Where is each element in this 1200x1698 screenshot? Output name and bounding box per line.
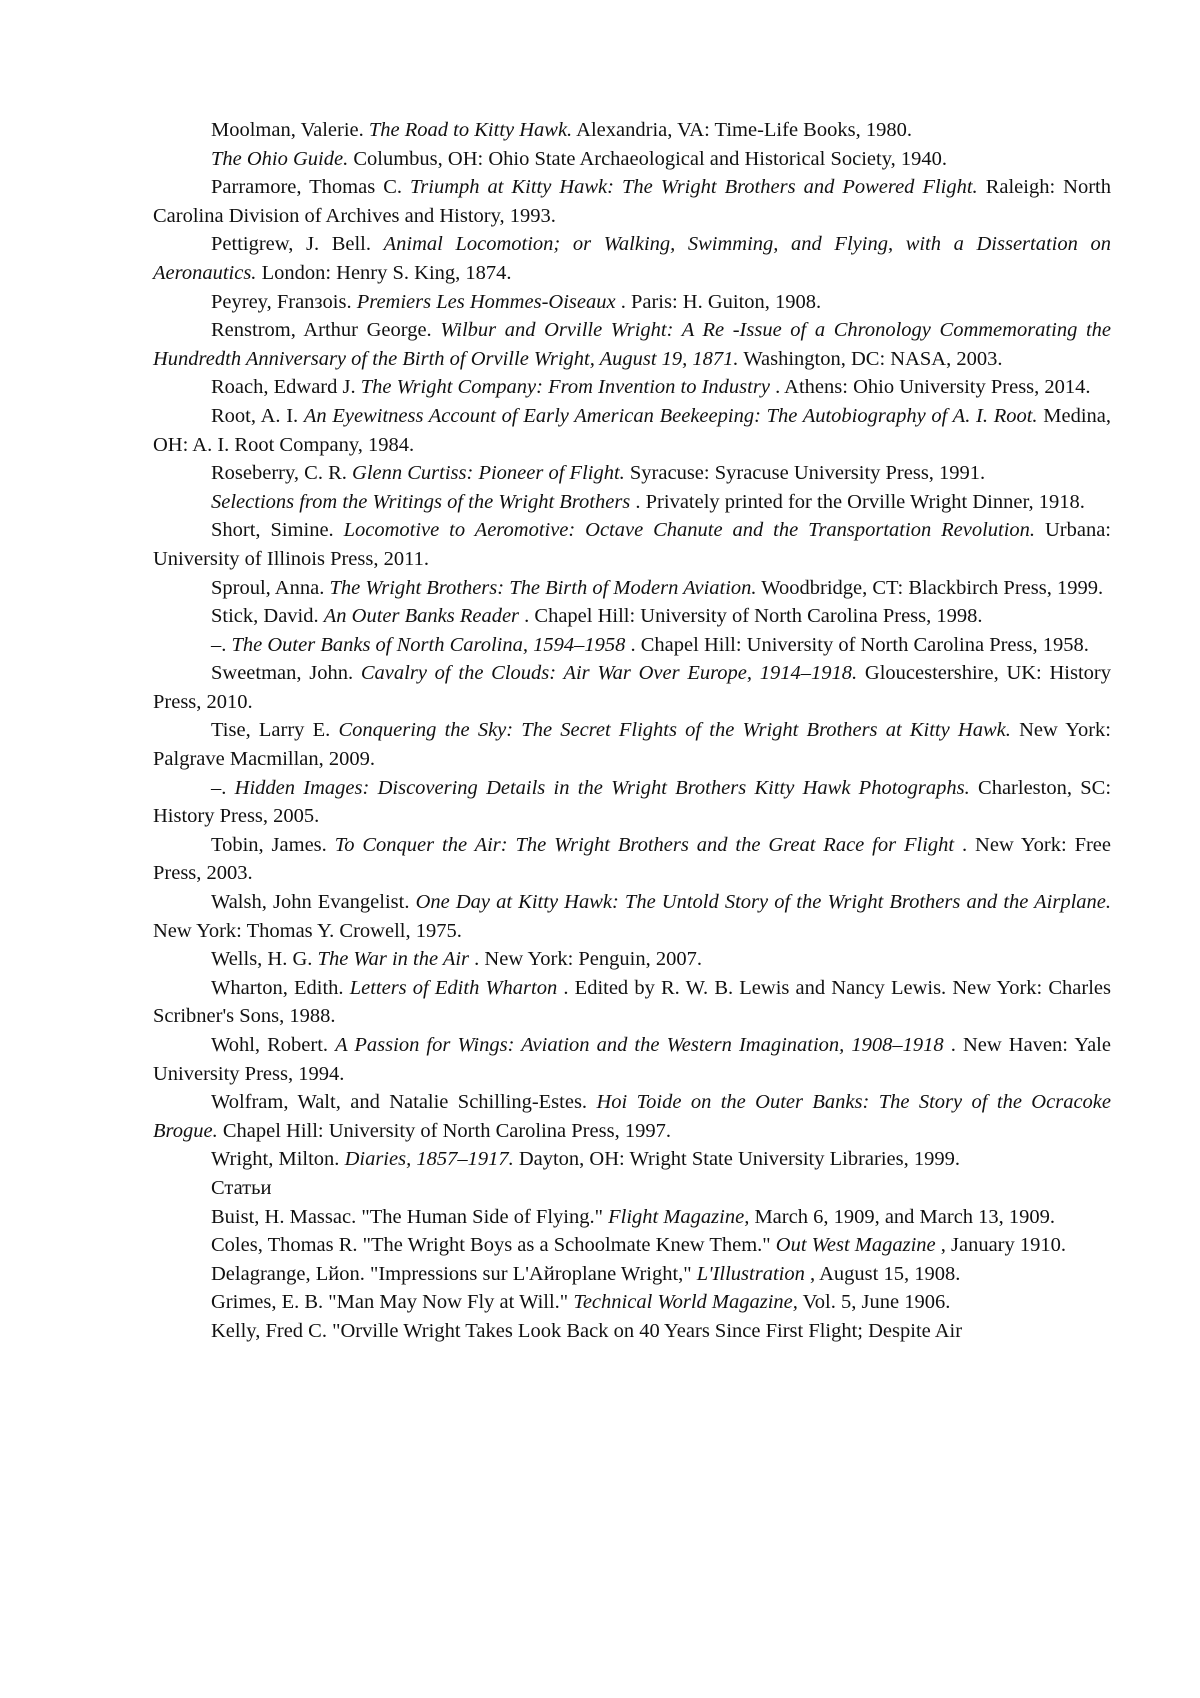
entry-author: Tise, Larry E.	[211, 719, 339, 742]
article-entry	[153, 1231, 1111, 1260]
entry-publication: . Paris: H. Guiton, 1908.	[615, 290, 822, 313]
entry-title: The Wright Company: From Invention to Industry	[360, 376, 770, 399]
entry-publication: . Privately printed for the Orville Wright Dinner, 1918.	[630, 490, 1085, 513]
entry-publication: Medina, OH: A. I. Root Company, 1984.	[153, 404, 1112, 456]
entry-author: Pettigrew, J. Bell.	[211, 233, 384, 256]
entry-publication: Vol. 5, June 1906.	[797, 1291, 951, 1314]
entry-author: –.	[211, 633, 232, 656]
entry-author: –.	[211, 776, 235, 799]
bibliography-entry	[153, 716, 1111, 773]
entry-publication: Chapel Hill: University of North Carolina Press, 1997.	[217, 1119, 671, 1142]
entry-title: The Road to Kitty Hawk.	[368, 119, 573, 141]
entry-title: Cavalry of the Clouds: Air War Over Europe, 1914–1918.	[360, 662, 858, 685]
entry-publication: London: Henry S. King, 1874.	[256, 261, 512, 284]
entry-title: Triumph at Kitty Hawk: The Wright Brothers and Powered Flight.	[410, 176, 978, 199]
entry-title: Letters of Edith Wharton	[349, 976, 558, 999]
article-entry	[153, 1203, 1111, 1232]
bibliography-entry	[153, 659, 1111, 716]
entry-title: An Outer Banks Reader	[323, 605, 520, 628]
bibliography-entry	[153, 1031, 1111, 1088]
entry-title: Animal Locomotion; or Walking, Swimming, and Flying, with a Dissertation on Aeronautics.	[153, 233, 1111, 284]
entry-author: Sweetman, John.	[211, 662, 361, 685]
entry-author: Parramore, Thomas C.	[211, 176, 410, 199]
bibliography-entry	[153, 1145, 1111, 1174]
bibliography-entry	[153, 116, 1111, 145]
bibliography-entry	[153, 488, 1111, 517]
bibliography-entry	[153, 945, 1111, 974]
entry-title: Technical World Magazine,	[573, 1291, 798, 1314]
bibliography-entry	[153, 574, 1111, 603]
entry-title: Hoi Toide on the Outer Banks: The Story of the Ocracoke Brogue.	[153, 1091, 1111, 1142]
bibliography-entry	[153, 288, 1111, 317]
bibliography-entry	[153, 631, 1111, 660]
entry-title: Locomotive to Aeromotive: Octave Chanute and the Transportation Revolution.	[343, 519, 1036, 542]
entry-title: The Outer Banks of North Carolina, 1594–1958	[231, 633, 626, 656]
entry-title: One Day at Kitty Hawk: The Untold Story of the Wright Brothers and the Airplane.	[415, 891, 1111, 914]
entry-publication: Charleston, SC: History Press, 2005.	[153, 776, 1112, 828]
entry-publication: Syracuse: Syracuse University Press, 1991.	[624, 462, 986, 485]
entry-publication: Woodbridge, CT: Blackbirch Press, 1999.	[756, 576, 1104, 599]
entry-author: Tobin, James.	[211, 833, 335, 856]
entry-title: Wilbur and Orville Wright: A Re -Issue of a Chronology Commemorating the Hundredth Anniversary of the Birth of Orville Wright, August 19, 1871.	[153, 319, 1111, 370]
entry-publication: . Chapel Hill: University of North Carolina Press, 1998.	[519, 605, 983, 628]
bibliography-entry	[153, 888, 1111, 945]
article-entry	[153, 1317, 1111, 1346]
bibliography-entry	[153, 145, 1111, 174]
entry-publication: , August 15, 1908.	[804, 1262, 961, 1285]
entry-author: Moolman, Valerie.	[211, 119, 369, 141]
bibliography-entry	[153, 831, 1111, 888]
entry-author: Peyrey, Franзois.	[211, 290, 357, 313]
entry-author: Roseberry, C. R.	[211, 462, 353, 485]
entry-title: Conquering the Sky: The Secret Flights of the Wright Brothers at Kitty Hawk.	[338, 719, 1011, 742]
bibliography-entry	[153, 173, 1111, 230]
entry-author: Delagrange, Lйon. "Impressions sur L'Aйroplane Wright,"	[211, 1262, 697, 1285]
entry-publication: Dayton, OH: Wright State University Libraries, 1999.	[513, 1148, 960, 1171]
entry-title: Glenn Curtiss: Pioneer of Flight.	[352, 462, 625, 485]
entry-publication: . New York: Penguin, 2007.	[469, 948, 702, 971]
entry-publication: . New York: Free Press, 2003.	[153, 833, 1111, 885]
entry-author: Wharton, Edith.	[211, 976, 350, 999]
bibliography-entry	[153, 373, 1111, 402]
entry-publication: New York: Palgrave Macmillan, 2009.	[153, 719, 1111, 771]
entry-publication: Alexandria, VA: Time-Life Books, 1980.	[572, 119, 912, 141]
bibliography-entry	[153, 974, 1111, 1031]
bibliography-entry	[153, 459, 1111, 488]
articles-section-heading: Статьи	[211, 1176, 272, 1199]
entry-publication: . Chapel Hill: University of North Carolina Press, 1958.	[625, 633, 1089, 656]
article-entry	[153, 1260, 1111, 1289]
entry-publication: . New Haven: Yale University Press, 1994.	[153, 1034, 1111, 1085]
bibliography-entry	[153, 316, 1111, 373]
entry-author: Wright, Milton.	[211, 1148, 345, 1171]
entry-author: Wells, H. G.	[211, 948, 318, 971]
bibliography-entry	[153, 774, 1111, 831]
entry-title: To Conquer the Air: The Wright Brothers and the Great Race for Flight	[334, 833, 955, 856]
entry-publication: . Athens: Ohio University Press, 2014.	[769, 376, 1091, 399]
entry-author: Coles, Thomas R. "The Wright Boys as a Schoolmate Knew Them."	[211, 1234, 776, 1257]
entry-author: Root, A. I.	[211, 404, 304, 427]
entry-author: Sproul, Anna.	[211, 576, 330, 599]
entry-title: The Ohio Guide.	[211, 147, 349, 170]
entry-publication: New York: Thomas Y. Crowell, 1975.	[153, 919, 462, 942]
entry-publication: Raleigh: North Carolina Division of Archives and History, 1993.	[153, 176, 1111, 227]
entry-title: An Eyewitness Account of Early American Beekeeping: The Autobiography of A. I. Root.	[303, 404, 1038, 427]
entry-publication: March 6, 1909, and March 13, 1909.	[749, 1205, 1056, 1228]
entry-author: Grimes, E. B. "Man May Now Fly at Will."	[211, 1291, 574, 1314]
entry-title: Diaries, 1857–1917.	[344, 1148, 514, 1171]
bibliography-entry	[153, 516, 1111, 573]
bibliography-entry	[153, 230, 1111, 287]
entry-title: The Wright Brothers: The Birth of Modern Aviation.	[329, 576, 757, 599]
entry-title: Out West Magazine	[775, 1234, 936, 1257]
entry-title: Hidden Images: Discovering Details in the Wright Brothers Kitty Hawk Photographs.	[234, 776, 970, 799]
entry-publication: , January 1910.	[935, 1234, 1067, 1257]
entry-publication: Gloucestershire, UK: History Press, 2010.	[153, 662, 1112, 713]
entry-title: Flight Magazine,	[608, 1205, 750, 1228]
article-entry	[153, 1288, 1111, 1317]
entry-author: Roach, Edward J.	[211, 376, 361, 399]
entry-title: A Passion for Wings: Aviation and the Western Imagination, 1908–1918	[335, 1034, 944, 1056]
entry-author: Kelly, Fred C. "Orville Wright Takes Look Back on 40 Years Since First Flight; Despite Air	[211, 1319, 963, 1342]
books-list	[153, 116, 1111, 1174]
entry-author: Renstrom, Arthur George.	[211, 319, 441, 342]
bibliography-page	[153, 116, 1111, 1346]
entry-publication: Urbana: University of Illinois Press, 2011.	[153, 519, 1111, 570]
entry-title: Selections from the Writings of the Wright Brothers	[211, 490, 631, 513]
entry-title: Premiers Les Hommes-Oiseaux	[356, 290, 616, 313]
entry-author: Wohl, Robert.	[211, 1034, 336, 1056]
entry-publication: . Edited by R. W. B. Lewis and Nancy Lewis. New York: Charles Scribner's Sons, 1988.	[153, 976, 1111, 1028]
entry-author: Walsh, John Evangelist.	[211, 891, 416, 914]
entry-author: Short, Simine.	[211, 519, 344, 542]
entry-publication: Columbus, OH: Ohio State Archaeological and Historical Society, 1940.	[348, 147, 947, 170]
bibliography-entry	[153, 602, 1111, 631]
entry-publication: Washington, DC: NASA, 2003.	[738, 347, 1003, 370]
articles-list	[153, 1203, 1111, 1346]
entry-author: Stick, David.	[211, 605, 324, 628]
entry-author: Wolfram, Walt, and Natalie Schilling-Estes.	[211, 1091, 597, 1114]
entry-title: The War in the Air	[317, 948, 470, 971]
bibliography-entry	[153, 402, 1111, 459]
entry-title: L'Illustration	[696, 1262, 805, 1285]
entry-author: Buist, H. Massac. "The Human Side of Flying."	[211, 1205, 609, 1228]
bibliography-entry	[153, 1088, 1111, 1145]
